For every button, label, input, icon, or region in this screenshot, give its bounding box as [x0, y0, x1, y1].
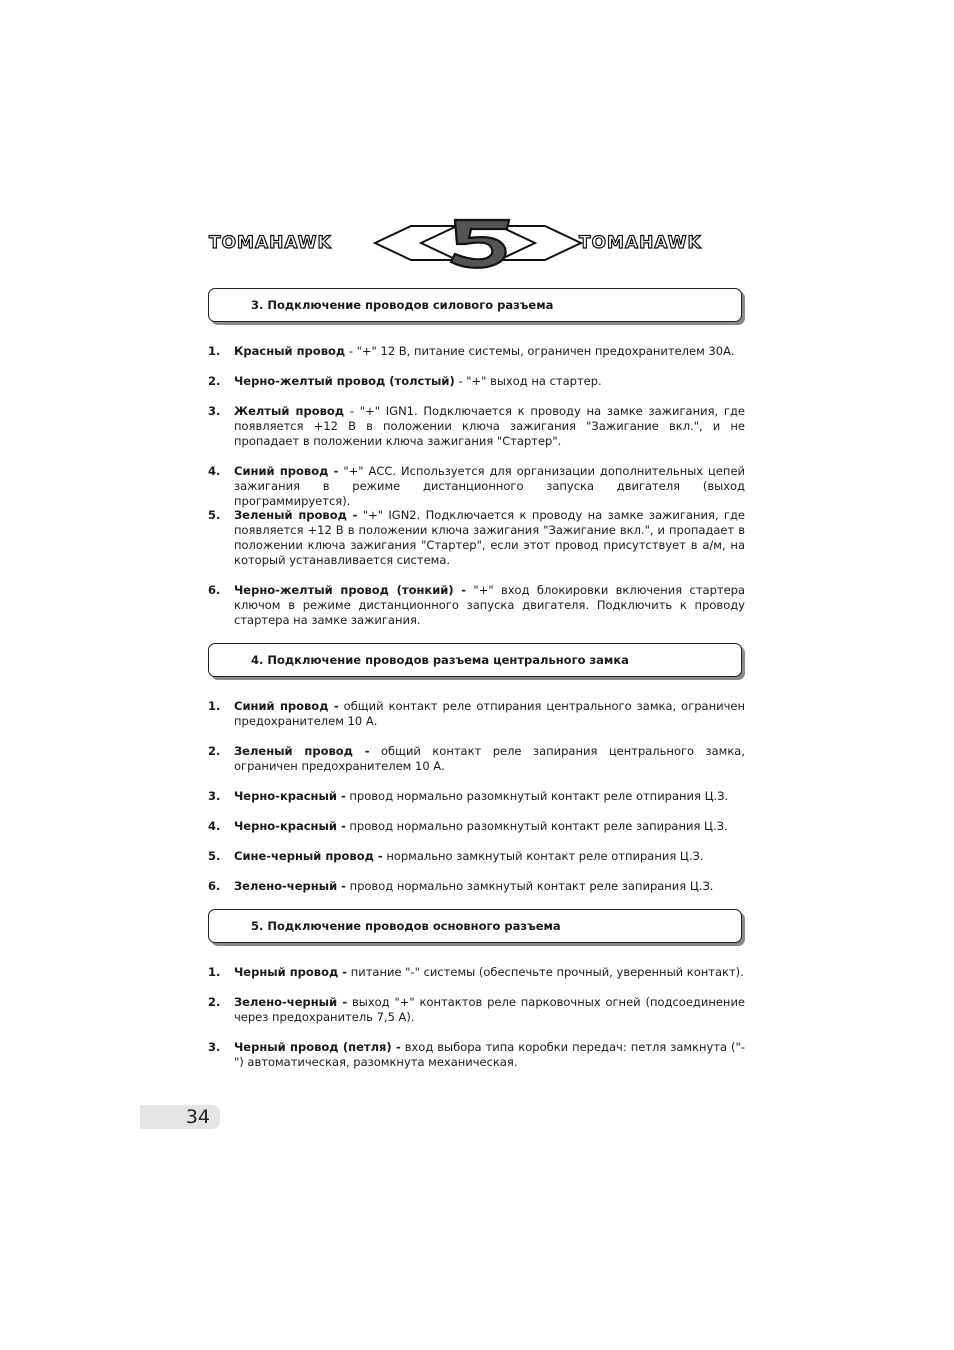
section-header-power-connector	[208, 288, 742, 322]
section-header-central-lock-connector	[208, 643, 742, 677]
wire-label: Черно-красный -	[234, 819, 346, 833]
wire-label: Черный провод -	[234, 965, 348, 979]
wire-label: Синий провод -	[234, 464, 339, 478]
wire-description: нормально замкнутый контакт реле отпирания Ц.З.	[382, 849, 704, 863]
item-number: 5.	[208, 849, 221, 863]
wire-description: "+" IGN2. Подключается к проводу на замке зажигания, где появляется +12 В в положении ключа зажигания "Зажигание вкл.", и пропадает в положении ключа зажигания "Стартер", если этот провод присутствует в а/м, на который устанавливается система.	[234, 508, 745, 567]
wire-label: Зеленый провод -	[234, 508, 358, 522]
item-number: 3.	[208, 789, 221, 803]
wire-label: Черно-красный -	[234, 789, 346, 803]
brand-logo-left-text: TOMAHAWK	[209, 233, 332, 253]
item-number: 4.	[208, 819, 221, 833]
section-title: 5. Подключение проводов основного разъема	[251, 919, 561, 933]
list-item	[208, 849, 745, 864]
list-item	[208, 583, 745, 628]
page-number: 34	[185, 1106, 210, 1128]
wire-description: "+" АСС. Используется для организации дополнительных цепей зажигания в режиме дистанционного запуска двигателя (выход программируется).	[234, 464, 745, 508]
wire-label: Синий провод -	[234, 699, 339, 713]
wire-description: общий контакт реле отпирания центрального замка, ограничен предохранителем 10 А.	[234, 699, 745, 728]
wire-label: Сине-черный провод -	[234, 849, 383, 863]
page-number-tab	[140, 1105, 220, 1129]
wire-label: Черно-желтый провод (толстый)	[234, 374, 455, 388]
list-item	[208, 464, 745, 509]
item-number: 5.	[208, 508, 221, 522]
wire-description: провод нормально разомкнутый контакт реле запирания Ц.З.	[345, 819, 728, 833]
list-item	[208, 404, 745, 449]
item-number: 4.	[208, 464, 221, 478]
list-item	[208, 995, 745, 1025]
section-title: 4. Подключение проводов разъема центрального замка	[251, 653, 629, 667]
list-item	[208, 744, 745, 774]
wire-description: питание "-" системы (обеспечьте прочный, уверенный контакт).	[347, 965, 744, 979]
item-number: 6.	[208, 583, 221, 597]
list-item	[208, 879, 745, 894]
wire-label: Черно-желтый провод (тонкий) -	[234, 583, 467, 597]
list-item	[208, 819, 745, 834]
wire-label: Зелено-черный -	[234, 879, 346, 893]
wire-description: общий контакт реле запирания центрального замка, ограничен предохранителем 10 А.	[234, 744, 745, 773]
wire-description: провод нормально разомкнутый контакт реле отпирания Ц.З.	[345, 789, 729, 803]
list-item	[208, 374, 745, 389]
list-item	[208, 1040, 745, 1070]
list-item	[208, 344, 745, 359]
item-number: 1.	[208, 699, 221, 713]
x5x-logo-icon	[371, 216, 585, 270]
wire-label: Желтый провод	[234, 404, 345, 418]
list-item	[208, 699, 745, 729]
wire-description: - "+" 12 В, питание системы, ограничен предохранителем 30А.	[345, 344, 735, 358]
item-number: 3.	[208, 1040, 221, 1054]
item-number: 6.	[208, 879, 221, 893]
wire-label: Красный провод	[234, 344, 346, 358]
list-item	[208, 508, 745, 568]
wire-label: Зеленый провод -	[234, 744, 370, 758]
wire-description: вход выбора типа коробки передач: петля замкнута ("-") автоматическая, разомкнута механическая.	[234, 1040, 745, 1069]
item-number: 1.	[208, 344, 221, 358]
item-number: 2.	[208, 995, 221, 1009]
wire-description: - "+" выход на стартер.	[454, 374, 602, 388]
brand-logo-right-text: TOMAHAWK	[579, 233, 702, 253]
item-number: 3.	[208, 404, 221, 418]
item-number: 2.	[208, 744, 221, 758]
item-number: 2.	[208, 374, 221, 388]
brand-logo	[207, 216, 747, 270]
wire-label: Зелено-черный -	[234, 995, 348, 1009]
wire-description: "+" вход блокировки включения стартера ключом в режиме дистанционного запуска двигателя. Подключить к проводу стартера на замке зажигания.	[234, 583, 745, 627]
list-item	[208, 965, 745, 980]
section-header-main-connector	[208, 909, 742, 943]
list-item	[208, 789, 745, 804]
section-title: 3. Подключение проводов силового разъема	[251, 298, 554, 312]
wire-description: выход "+" контактов реле парковочных огней (подсоединение через предохранитель 7,5 А).	[234, 995, 745, 1024]
wire-description: провод нормально замкнутый контакт реле запирания Ц.З.	[345, 879, 714, 893]
wire-description: - "+" IGN1. Подключается к проводу на замке зажигания, где появляется +12 В в положении ключа зажигания "Зажигание вкл.", и не пропадает в положении ключа зажигания "Стартер".	[234, 404, 745, 448]
item-number: 1.	[208, 965, 221, 979]
wire-label: Черный провод (петля) -	[234, 1040, 401, 1054]
